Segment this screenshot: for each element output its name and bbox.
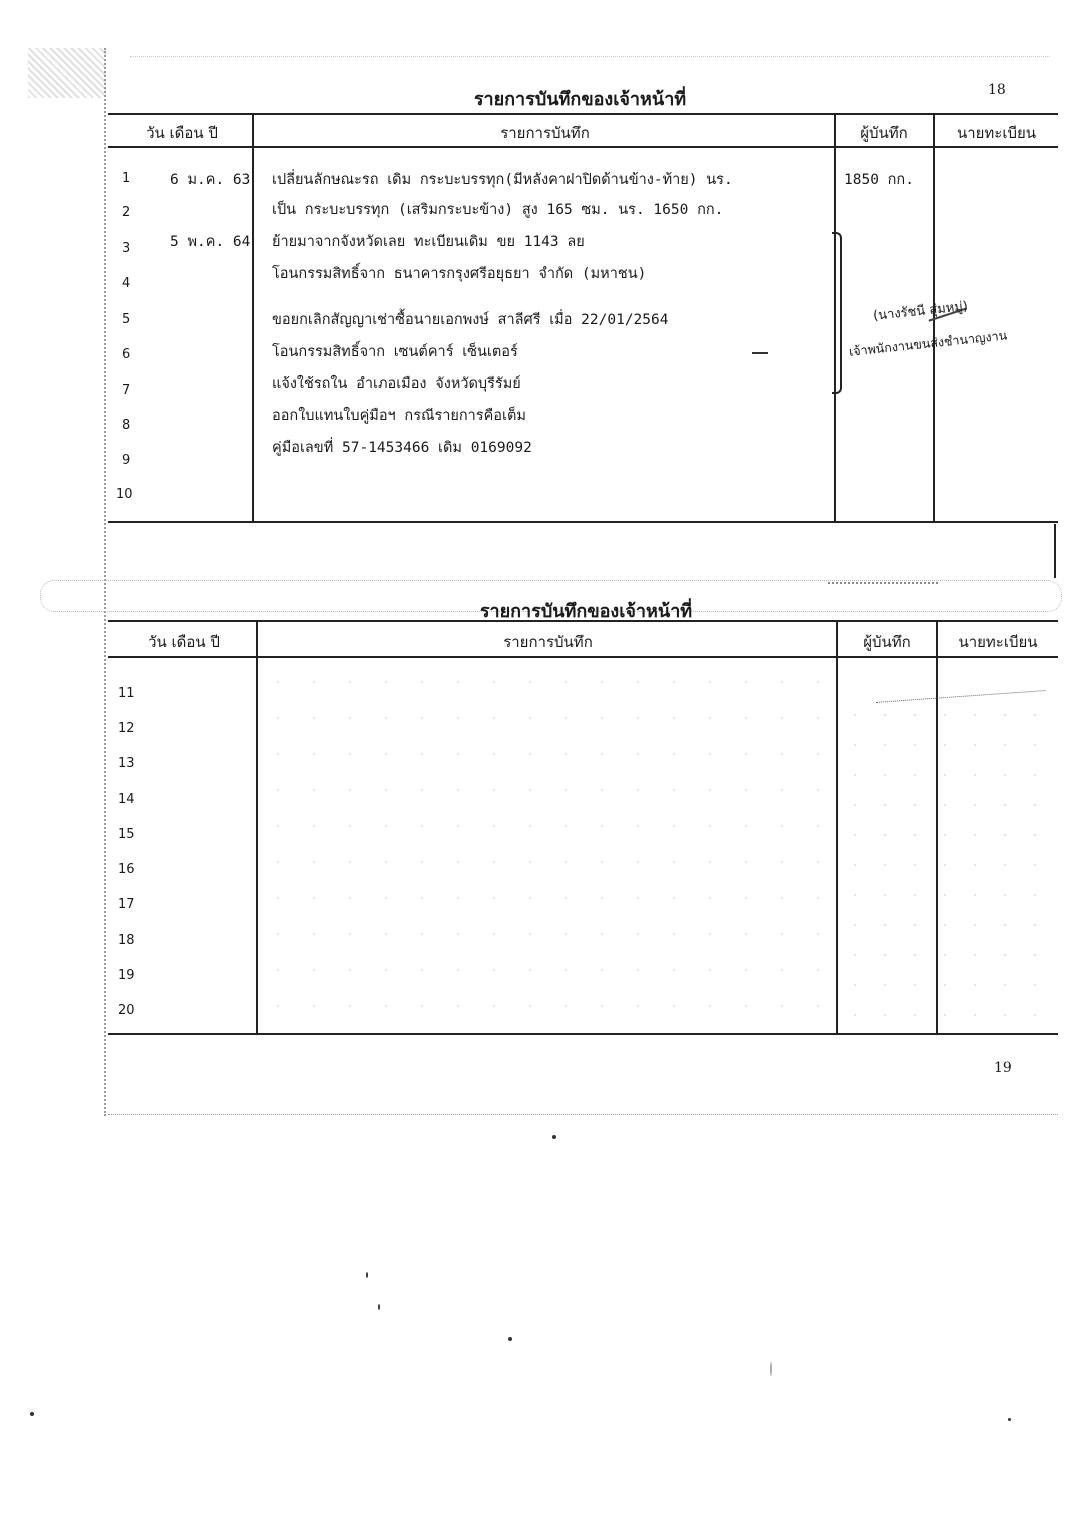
row-number: 16 bbox=[118, 862, 135, 877]
row-number: 5 bbox=[122, 312, 131, 327]
scan-bottom-edge bbox=[108, 1114, 1058, 1115]
scan-speck bbox=[378, 1304, 380, 1310]
entry-line: เป็น กระบะบรรทุก (เสริมกระบะข้าง) สูง 165 ซม. นร. 1650 กก. bbox=[272, 202, 724, 218]
entry-line: โอนกรรมสิทธิ์จาก เซนต์คาร์ เซ็นเตอร์ bbox=[272, 344, 518, 360]
signature-name: (นางรัชนี สุ่มหมู่) bbox=[872, 299, 969, 324]
row-number: 19 bbox=[118, 968, 135, 983]
stray-dash bbox=[752, 352, 768, 354]
scan-speck bbox=[1008, 1418, 1011, 1421]
table-top-border bbox=[108, 113, 1058, 115]
entry-line: คู่มือเลขที่ 57-1453466 เดิม 0169092 bbox=[272, 440, 532, 456]
entry-date: 5 พ.ค. 64 bbox=[170, 234, 251, 250]
entry-line: เปลี่ยนลักษณะรถ เดิม กระบะบรรทุก(มีหลังคาฝาปิดด้านข้าง-ท้าย) นร. bbox=[272, 172, 733, 188]
entry-date: 6 ม.ค. 63 bbox=[170, 172, 251, 188]
row-number: 11 bbox=[118, 686, 135, 701]
row-number: 15 bbox=[118, 827, 135, 842]
scan-speck bbox=[770, 1362, 772, 1376]
section-title-top: รายการบันทึกของเจ้าหน้าที่ bbox=[473, 89, 687, 110]
scan-speck bbox=[30, 1412, 34, 1416]
header-entry: รายการบันทึก bbox=[503, 633, 593, 651]
header-bottom-border bbox=[108, 146, 1058, 148]
row-number: 8 bbox=[122, 418, 131, 433]
scan-speck bbox=[366, 1272, 368, 1278]
row-number: 18 bbox=[118, 933, 135, 948]
row-number: 1 bbox=[122, 171, 131, 186]
header-recorder: ผู้บันทึก bbox=[860, 124, 908, 142]
header-registrar: นายทะเบียน bbox=[956, 124, 1037, 142]
signature-title: เจ้าพนักงานขนส่งชำนาญงาน bbox=[848, 327, 1008, 359]
entry-line: โอนกรรมสิทธิ์จาก ธนาคารกรุงศรีอยุธยา จำกัด (มหาชน) bbox=[272, 266, 647, 282]
header-date: วัน เดือน ปี bbox=[146, 124, 218, 142]
header-entry: รายการบันทึก bbox=[500, 124, 590, 142]
header-bottom-border bbox=[108, 656, 1058, 658]
row-number: 3 bbox=[122, 241, 131, 256]
page-number-top: 18 bbox=[988, 82, 1006, 98]
band-right-edge bbox=[1054, 524, 1056, 578]
scan-texture bbox=[840, 700, 1054, 1028]
scan-texture bbox=[260, 664, 832, 1028]
row-number: 12 bbox=[118, 721, 135, 736]
col-divider-date bbox=[252, 113, 254, 521]
row-number: 10 bbox=[116, 487, 133, 502]
row-number: 6 bbox=[122, 347, 131, 362]
header-registrar: นายทะเบียน bbox=[958, 633, 1038, 651]
scan-speck bbox=[552, 1135, 556, 1139]
header-recorder: ผู้บันทึก bbox=[863, 633, 911, 651]
page-number-bottom: 19 bbox=[994, 1060, 1012, 1076]
row-number: 7 bbox=[122, 383, 131, 398]
header-date: วัน เดือน ปี bbox=[148, 633, 220, 651]
entry-line: แจ้งใช้รถใน อำเภอเมือง จังหวัดบุรีรัมย์ bbox=[272, 376, 521, 392]
scan-speck bbox=[508, 1337, 512, 1341]
row-number: 13 bbox=[118, 756, 135, 771]
scan-top-noise bbox=[130, 56, 1050, 85]
col-divider-entry bbox=[836, 620, 838, 1033]
section-title-bottom: รายการบันทึกของเจ้าหน้าที่ bbox=[479, 601, 693, 622]
row-number: 17 bbox=[118, 897, 135, 912]
recorder-weight: 1850 กก. bbox=[844, 172, 914, 188]
entry-line: ย้ายมาจากจังหวัดเลย ทะเบียนเดิม ขย 1143 ลย bbox=[272, 234, 585, 250]
row-number: 14 bbox=[118, 792, 135, 807]
row-number: 2 bbox=[122, 205, 131, 220]
registrar-mark bbox=[874, 670, 1045, 703]
row-number: 4 bbox=[122, 276, 131, 291]
table-bottom-border bbox=[108, 521, 1058, 523]
entry-bracket bbox=[832, 232, 842, 394]
entry-line: ออกใบแทนใบคู่มือฯ กรณีรายการคือเต็ม bbox=[272, 408, 526, 424]
row-number: 20 bbox=[118, 1003, 135, 1018]
entry-line: ขอยกเลิกสัญญาเช่าซื้อนายเอกพงษ์ สาลีศรี เมื่อ 22/01/2564 bbox=[272, 312, 669, 328]
col-divider-date bbox=[256, 620, 258, 1033]
scan-corner-noise bbox=[28, 48, 106, 98]
row-number: 9 bbox=[122, 453, 131, 468]
table-bottom-border bbox=[108, 1033, 1058, 1035]
table-top-border bbox=[108, 620, 1058, 622]
